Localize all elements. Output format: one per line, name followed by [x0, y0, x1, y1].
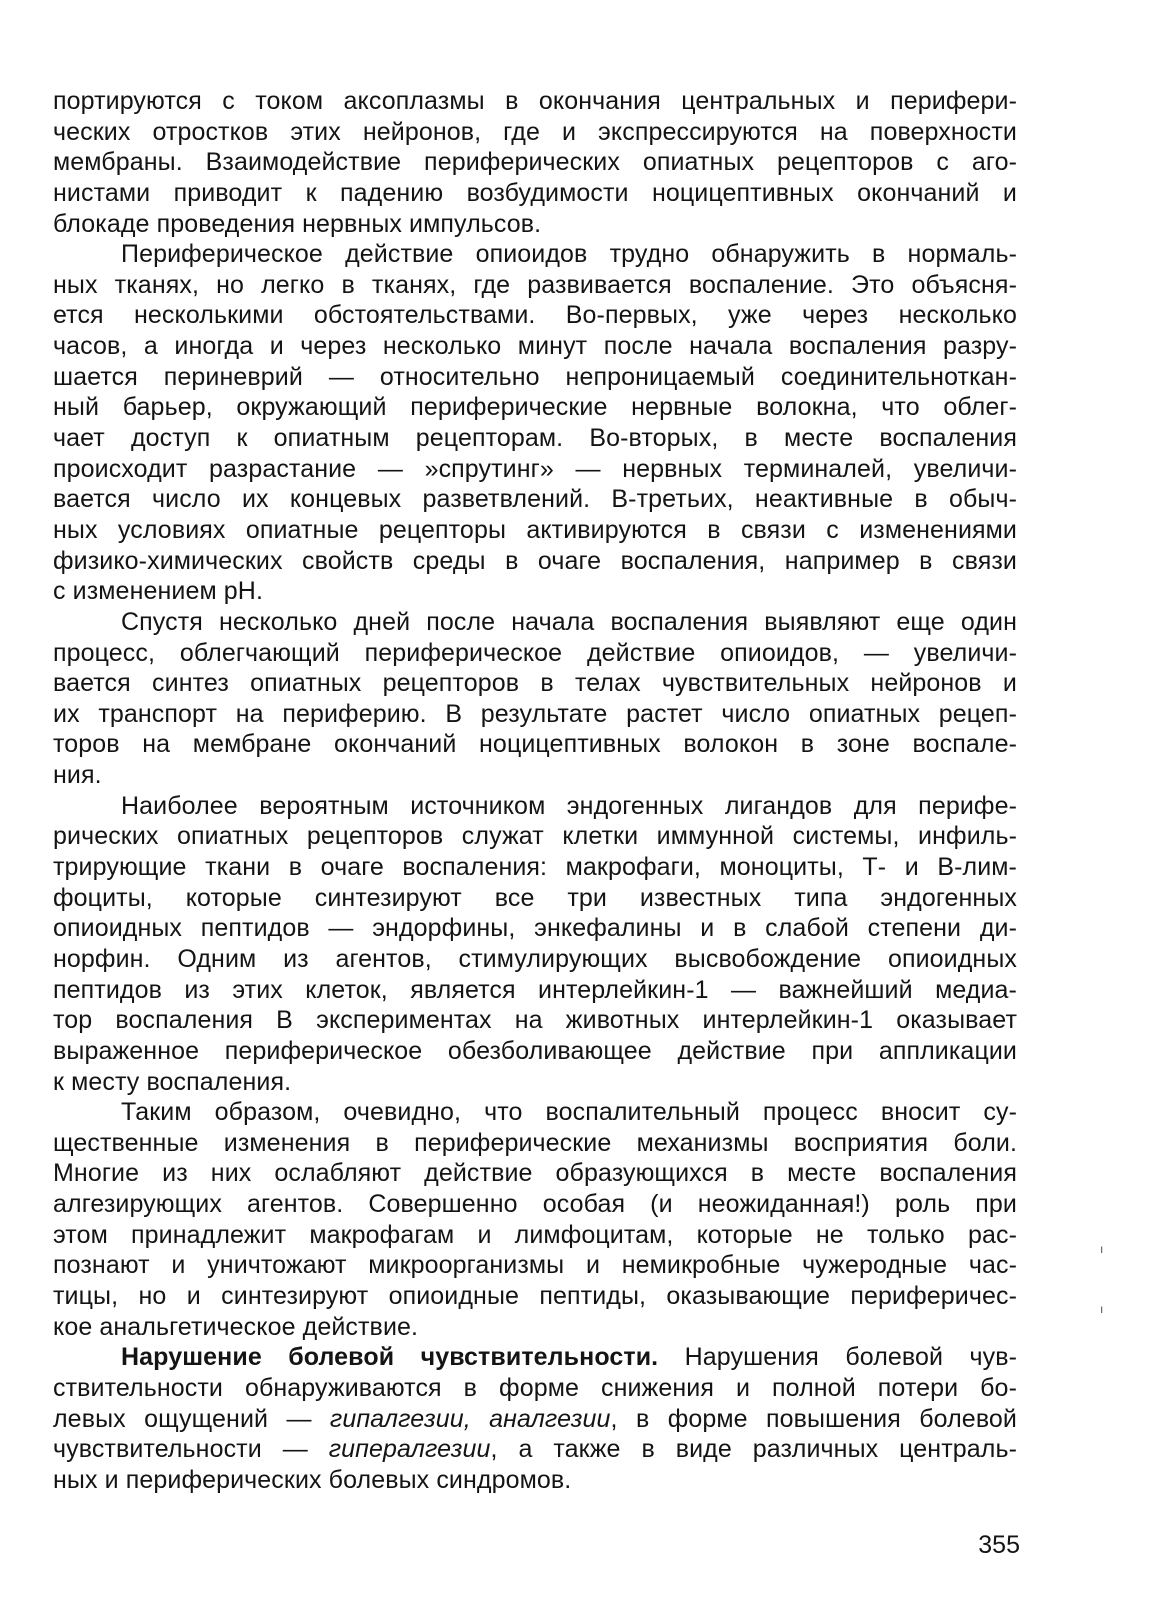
text-segment: ный барьер, окружающий периферические нервные волокна, что облег- [53, 393, 1017, 422]
text-line [53, 1220, 1017, 1251]
text-line [53, 1434, 1017, 1465]
text-line [53, 1465, 1017, 1496]
text-line [53, 546, 1017, 577]
scan-speck: ı [1100, 1242, 1104, 1256]
text-line [53, 1189, 1017, 1220]
text-line [53, 1158, 1017, 1189]
section-heading: Нарушение болевой чувствительности. [121, 1343, 659, 1372]
text-line [53, 117, 1017, 148]
text-line [53, 1005, 1017, 1036]
text-segment: Нарушения болевой чув- [658, 1343, 1018, 1372]
text-segment: процесс, облегчающий периферическое действие опиоидов, — увеличи- [53, 638, 1017, 667]
text-segment: мембраны. Взаимодействие периферических опиатных рецепторов с аго- [53, 148, 1017, 177]
text-line [53, 668, 1017, 699]
text-segment: чувствительности — [53, 1435, 329, 1464]
text-line [53, 791, 1017, 822]
text-segment: познают и уничтожают микроорганизмы и немикробные чужеродные час- [53, 1251, 1017, 1280]
text-line [53, 454, 1017, 485]
text-line [53, 209, 1017, 240]
text-line [53, 729, 1017, 760]
text-segment: физико-химических свойств среды в очаге воспаления, например в связи [53, 546, 1017, 575]
text-line [53, 300, 1017, 331]
text-line [53, 1250, 1017, 1281]
text-line [53, 86, 1017, 117]
text-segment: рических опиатных рецепторов служат клетки иммунной системы, инфиль- [53, 822, 1017, 851]
text-segment: ных тканях, но легко в тканях, где развивается воспаление. Это объясня- [53, 270, 1017, 299]
text-segment: кое анальгетическое действие. [53, 1312, 419, 1341]
text-line [53, 1404, 1017, 1435]
text-segment: часов, а иногда и через несколько минут после начала воспаления разру- [53, 332, 1017, 361]
text-line [53, 638, 1017, 669]
text-line [53, 331, 1017, 362]
text-line [53, 1128, 1017, 1159]
text-segment: блокаде проведения нервных импульсов. [53, 209, 542, 238]
text-segment: , в форме повышения болевой [610, 1404, 1017, 1433]
text-line [53, 1067, 1017, 1098]
text-segment: нистами приводит к падению возбудимости ноцицептивных окончаний и [53, 178, 1017, 207]
text-line [53, 1036, 1017, 1067]
text-segment: Периферическое действие опиоидов трудно обнаружить в нормаль- [121, 240, 1017, 269]
text-segment: происходит разрастание — »спрутинг» — нервных терминалей, увеличи- [53, 454, 1017, 483]
page-number: 355 [978, 1531, 1020, 1559]
text-line [53, 178, 1017, 209]
text-line [53, 270, 1017, 301]
text-segment: шается периневрий — относительно непроницаемый соединительноткан- [53, 362, 1017, 391]
text-segment: алгезирующих агентов. Совершенно особая (и неожиданная!) роль при [53, 1190, 1017, 1219]
text-segment: чает доступ к опиатным рецепторам. Во-вторых, в месте воспаления [53, 424, 1017, 453]
text-segment: этом принадлежит макрофагам и лимфоцитам, которые не только рас- [53, 1220, 1017, 1249]
text-line [53, 975, 1017, 1006]
text-segment: ных условиях опиатные рецепторы активируются в связи с изменениями [53, 515, 1017, 544]
text-segment: ется несколькими обстоятельствами. Во-первых, уже через несколько [53, 301, 1017, 330]
text-line [53, 484, 1017, 515]
text-segment: Наиболее вероятным источником эндогенных лигандов для перифе- [121, 791, 1017, 820]
text-segment: выраженное периферическое обезболивающее действие при аппликации [53, 1036, 1017, 1065]
text-line [53, 147, 1017, 178]
text-segment: торов на мембране окончаний ноцицептивных волокон в зоне воспале- [53, 730, 1017, 759]
text-segment: , а также в виде различных централь- [490, 1435, 1017, 1464]
text-line [53, 1373, 1017, 1404]
text-segment: ствительности обнаруживаются в форме снижения и полной потери бо- [53, 1373, 1017, 1402]
text-segment: пептидов из этих клеток, является интерлейкин-1 — важнейший медиа- [53, 975, 1017, 1004]
text-segment: ческих отростков этих нейронов, где и экспрессируются на поверхности [53, 117, 1017, 146]
text-line [53, 1312, 1017, 1343]
text-segment: опиоидных пептидов — эндорфины, энкефалины и в слабой степени ди- [53, 914, 1017, 943]
text-segment: портируются с током аксоплазмы в окончания центральных и перифери- [53, 87, 1017, 115]
scan-speck: ı [1100, 1302, 1104, 1316]
text-segment: тицы, но и синтезируют опиоидные пептиды, оказывающие периферичес- [53, 1281, 1017, 1310]
text-line [53, 699, 1017, 730]
text-line [53, 821, 1017, 852]
text-line [53, 852, 1017, 883]
text-line [53, 760, 1017, 791]
text-line [53, 1097, 1017, 1128]
text-segment: щественные изменения в периферические механизмы восприятия боли. [53, 1128, 1017, 1157]
text-line [53, 515, 1017, 546]
text-segment: их транспорт на периферию. В результате растет число опиатных рецеп- [53, 699, 1017, 728]
text-line [53, 1281, 1017, 1312]
text-segment: Многие из них ослабляют действие образующихся в месте воспаления [53, 1159, 1017, 1188]
text-line [53, 1342, 1017, 1373]
text-line [53, 423, 1017, 454]
text-line [53, 239, 1017, 270]
text-segment: тор воспаления В экспериментах на животных интерлейкин-1 оказывает [53, 1006, 1017, 1035]
text-segment: Таким образом, очевидно, что воспалительный процесс вносит су- [121, 1098, 1017, 1127]
text-line [53, 913, 1017, 944]
text-segment: норфин. Одним из агентов, стимулирующих высвобождение опиоидных [53, 944, 1017, 973]
text-line [53, 362, 1017, 393]
text-segment: ния. [53, 761, 102, 790]
text-line [53, 576, 1017, 607]
body-text [53, 86, 1017, 1495]
text-segment: вается синтез опиатных рецепторов в телах чувствительных нейронов и [53, 669, 1017, 698]
text-segment: с изменением pH. [53, 577, 263, 606]
text-segment: фоциты, которые синтезируют все три известных типа эндогенных [53, 883, 1017, 912]
text-line [53, 883, 1017, 914]
text-line [53, 607, 1017, 638]
term-italic: гипалгезии, аналгезии [329, 1404, 611, 1433]
text-line [53, 392, 1017, 423]
text-segment: левых ощущений — [53, 1404, 330, 1433]
term-italic: гипералгезии [328, 1435, 491, 1464]
text-line [53, 944, 1017, 975]
text-segment: вается число их концевых разветвлений. В-третьих, неактивные в обыч- [53, 485, 1017, 514]
text-segment: трирующие ткани в очаге воспаления: макрофаги, моноциты, Т- и В-лим- [53, 853, 1017, 882]
text-segment: Спустя несколько дней после начала воспаления выявляют еще один [121, 607, 1017, 636]
text-segment: ных и периферических болевых синдромов. [53, 1465, 572, 1494]
text-segment: к месту воспаления. [53, 1067, 292, 1096]
